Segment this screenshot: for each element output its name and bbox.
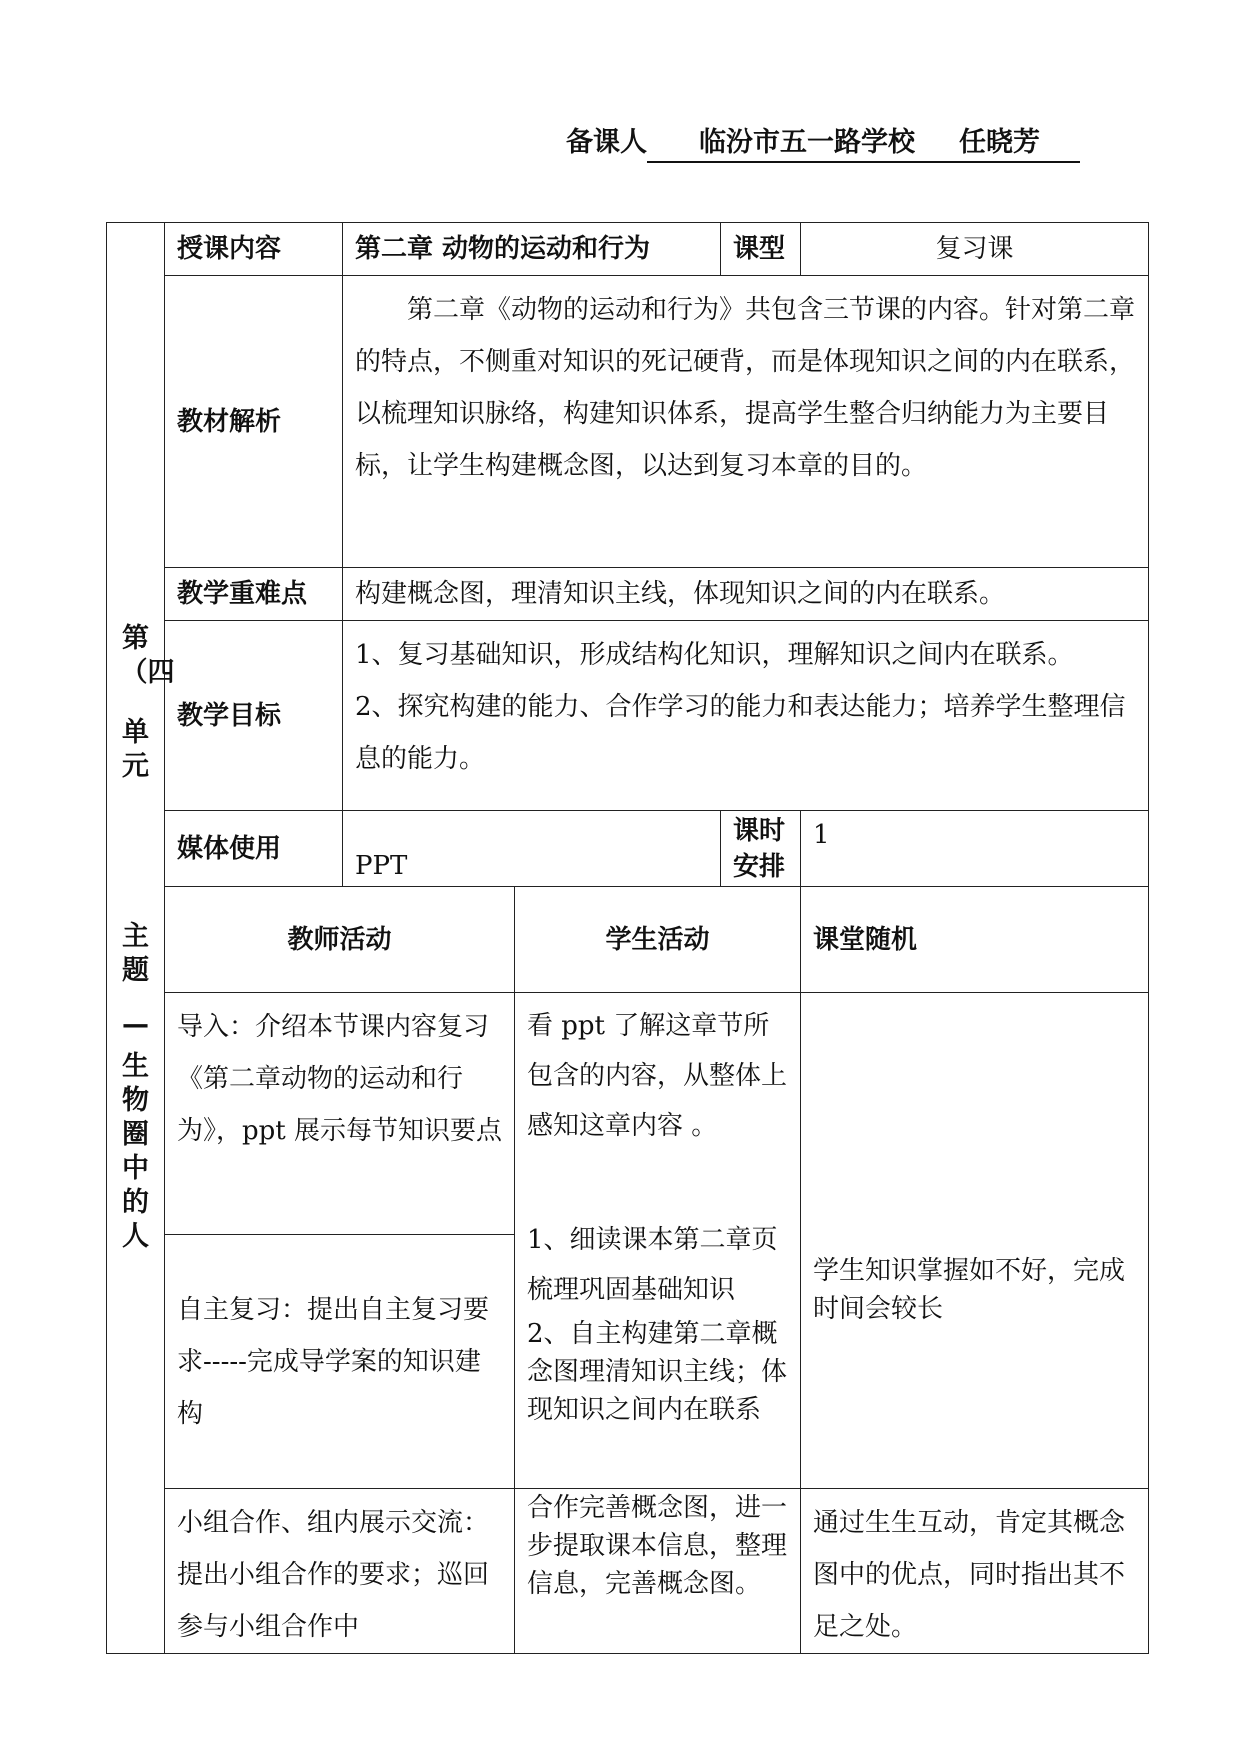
goals-value: [343, 621, 1149, 811]
teacher-activity-1: 导入：介绍本节课内容复习《第二章动物的运动和行为》，ppt 展示每节知识要点: [165, 993, 515, 1235]
media-value: PPT: [343, 811, 721, 887]
unit-text-4: —: [122, 1009, 149, 1040]
content-label: 授课内容: [165, 223, 343, 276]
unit-text-3: 主题: [122, 921, 149, 986]
analysis-label: 教材解析: [165, 276, 343, 568]
hours-label: 课时安排: [721, 811, 801, 887]
teacher-name: 任晓芳: [959, 127, 1040, 158]
goal-item-1: 1、复习基础知识，形成结构化知识，理解知识之间内在联系。: [355, 640, 1074, 670]
page-header: [566, 120, 1080, 163]
unit-text-2: 单元: [122, 717, 149, 782]
goal-item-2: 2、探究构建的能力、合作学习的能力和表达能力；培养学生整理信息的能力。: [355, 692, 1126, 774]
notes-header: 课堂随机: [801, 887, 1149, 993]
teacher-activity-2: 自主复习：提出自主复习要求-----完成导学案的知识建构: [165, 1235, 515, 1489]
unit-column: [107, 223, 175, 1654]
type-value: 复习课: [801, 223, 1149, 276]
key-points-label: 教学重难点: [165, 568, 343, 621]
student-activity-2b: 2、自主构建第二章概念图理清知识主线；体现知识之间内在联系: [527, 1319, 788, 1425]
goals-label: 教学目标: [165, 621, 343, 811]
notes-3: 通过生生互动，肯定其概念图中的优点，同时指出其不足之处。: [801, 1489, 1149, 1654]
media-label: 媒体使用: [165, 811, 343, 887]
analysis-value: 第二章《动物的运动和行为》共包含三节课的内容。针对第二章的特点，不侧重对知识的死记硬背，而是体现知识之间的内在联系，以梳理知识脉络，构建知识体系，提高学生整合归纳能力为主要目标，让学生构建概念图，以达到复习本章的目的。: [343, 276, 1149, 568]
type-label: 课型: [721, 223, 801, 276]
student-activity-3: 合作完善概念图，进一步提取课本信息，整理信息，完善概念图。: [515, 1489, 801, 1654]
teacher-activity-header: 教师活动: [165, 887, 515, 993]
student-activity-1: 看 ppt 了解这章节所包含的内容，从整体上感知这章内容 。: [527, 1011, 788, 1141]
school-name: 临汾市五一路学校: [699, 127, 915, 158]
student-activity-header: 学生活动: [515, 887, 801, 993]
unit-text-5: 生物圈中的人: [122, 1051, 149, 1252]
hours-value: 1: [801, 811, 1149, 887]
teacher-activity-3: 小组合作、组内展示交流：提出小组合作的要求；巡回参与小组合作中: [165, 1489, 515, 1654]
notes-cell-1: [801, 993, 1149, 1489]
student-activity-2a: 1、细读课本第二章页梳理巩固基础知识: [527, 1225, 778, 1305]
preparer-label: 备课人: [566, 127, 647, 158]
content-value: 第二章 动物的运动和行为: [343, 223, 721, 276]
unit-text-1: 第（四: [120, 623, 175, 688]
lesson-plan-table: [106, 222, 1149, 1654]
notes-1: 学生知识掌握如不好，完成时间会较长: [813, 1256, 1126, 1324]
key-points-value: 构建概念图，理清知识主线，体现知识之间的内在联系。: [343, 568, 1149, 621]
preparer-underline: [647, 125, 1080, 163]
student-activity-cell-1: [515, 993, 801, 1489]
